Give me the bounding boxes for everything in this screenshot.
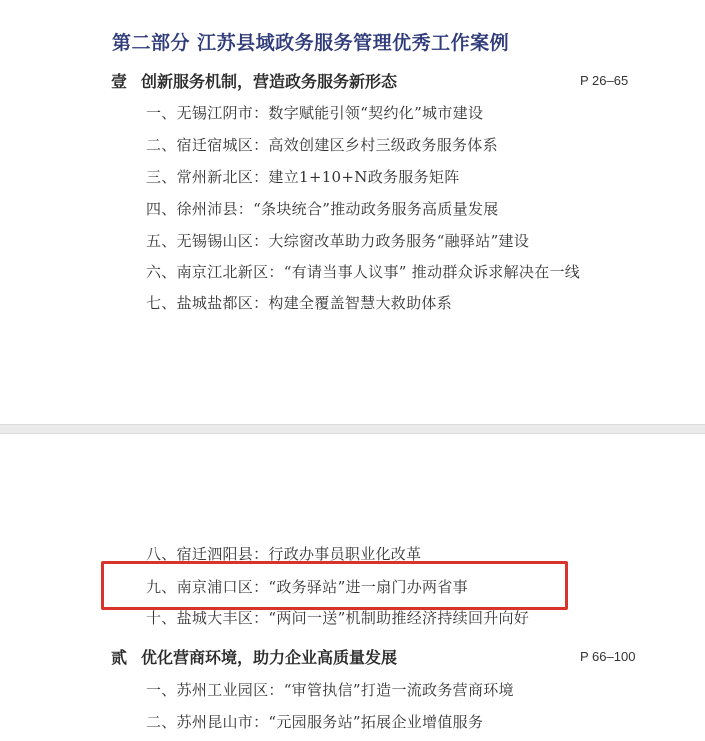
section-page-range: P 26–65 <box>580 73 629 88</box>
section-number: 壹 <box>111 72 128 91</box>
toc-item: 四、徐州沛县：“条块统合”推动政务服务高质量发展 <box>146 200 499 218</box>
toc-item: 三、常州新北区：建立1+10+N政务服务矩阵 <box>146 168 460 186</box>
section-title: 优化营商环境，助力企业高质量发展 <box>141 648 398 667</box>
page-separator <box>0 424 705 434</box>
toc-item: 一、苏州工业园区：“审管执信”打造一流政务营商环境 <box>146 681 514 699</box>
toc-item: 五、无锡锡山区：大综窗改革助力政务服务“融驿站”建设 <box>146 232 530 250</box>
toc-item: 六、南京江北新区：“有请当事人议事” 推动群众诉求解决在一线 <box>146 263 581 281</box>
section-title: 创新服务机制，营造政务服务新形态 <box>141 72 398 91</box>
section-heading-1 <box>111 69 397 92</box>
toc-item: 七、盐城盐都区：构建全覆盖智慧大救助体系 <box>146 294 453 312</box>
toc-item: 十、盐城大丰区：“两问一送”机制助推经济持续回升向好 <box>146 609 530 627</box>
section-number: 贰 <box>111 648 128 667</box>
toc-item: 二、苏州昆山市：“元园服务站”拓展企业增值服务 <box>146 713 484 731</box>
toc-item: 一、无锡江阴市：数字赋能引领“契约化”城市建设 <box>146 104 484 122</box>
toc-item-highlighted: 九、南京浦口区：“政务驿站”进一扇门办两省事 <box>146 578 468 596</box>
toc-item: 八、宿迁泗阳县：行政办事员职业化改革 <box>146 545 422 563</box>
section-page-range: P 66–100 <box>580 649 636 664</box>
section-heading-2 <box>111 645 397 668</box>
part-title: 第二部分 江苏县域政务服务管理优秀工作案例 <box>112 32 510 54</box>
highlight-box <box>101 561 568 610</box>
toc-item: 二、宿迁宿城区：高效创建区乡村三级政务服务体系 <box>146 136 498 154</box>
